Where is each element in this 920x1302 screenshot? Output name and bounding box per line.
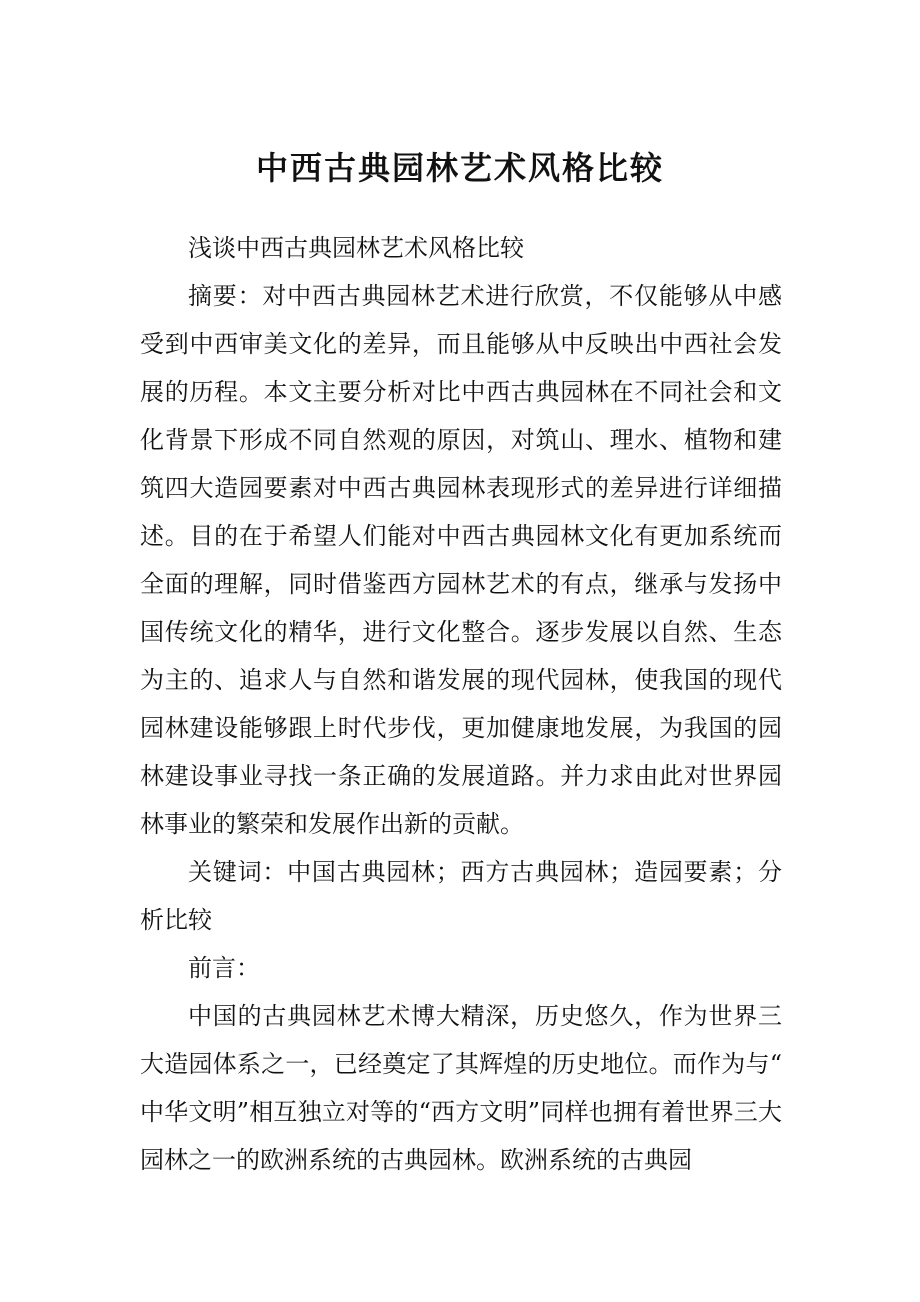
document-body <box>140 224 782 1184</box>
body-paragraph: 中国的古典园林艺术博大精深，历史悠久，作为世界三大造园体系之一，已经奠定了其辉煌的历史地位。而作为与“中华文明”相互独立对等的“西方文明”同样也拥有着世界三大园林之一的欧洲系统的古典园林。欧洲系统的古典园 <box>140 1002 782 1174</box>
preface-heading: 前言： <box>188 954 260 982</box>
document-title: 中西古典园林艺术风格比较 <box>255 149 664 187</box>
subtitle-paragraph: 浅谈中西古典园林艺术风格比较 <box>188 234 524 262</box>
abstract-paragraph: 摘要：对中西古典园林艺术进行欣赏，不仅能够从中感受到中西审美文化的差异，而且能够从中反映出中西社会发展的历程。本文主要分析对比中西古典园林在不同社会和文化背景下形成不同自然观的原因，对筑山、理水、植物和建筑四大造园要素对中西古典园林表现形式的差异进行详细描述。目的在于希望人们能对中西古典园林文化有更加系统而全面的理解，同时借鉴西方园林艺术的有点，继承与发扬中国传统文化的精华，进行文化整合。逐步发展以自然、生态为主的、追求人与自然和谐发展的现代园林，使我国的现代园林建设能够跟上时代步伐，更加健康地发展，为我国的园林建设事业寻找一条正确的发展道路。并力求由此对世界园林事业的繁荣和发展作出新的贡献。 <box>140 282 782 838</box>
keywords-paragraph: 关键词：中国古典园林；西方古典园林；造园要素；分析比较 <box>140 858 782 934</box>
